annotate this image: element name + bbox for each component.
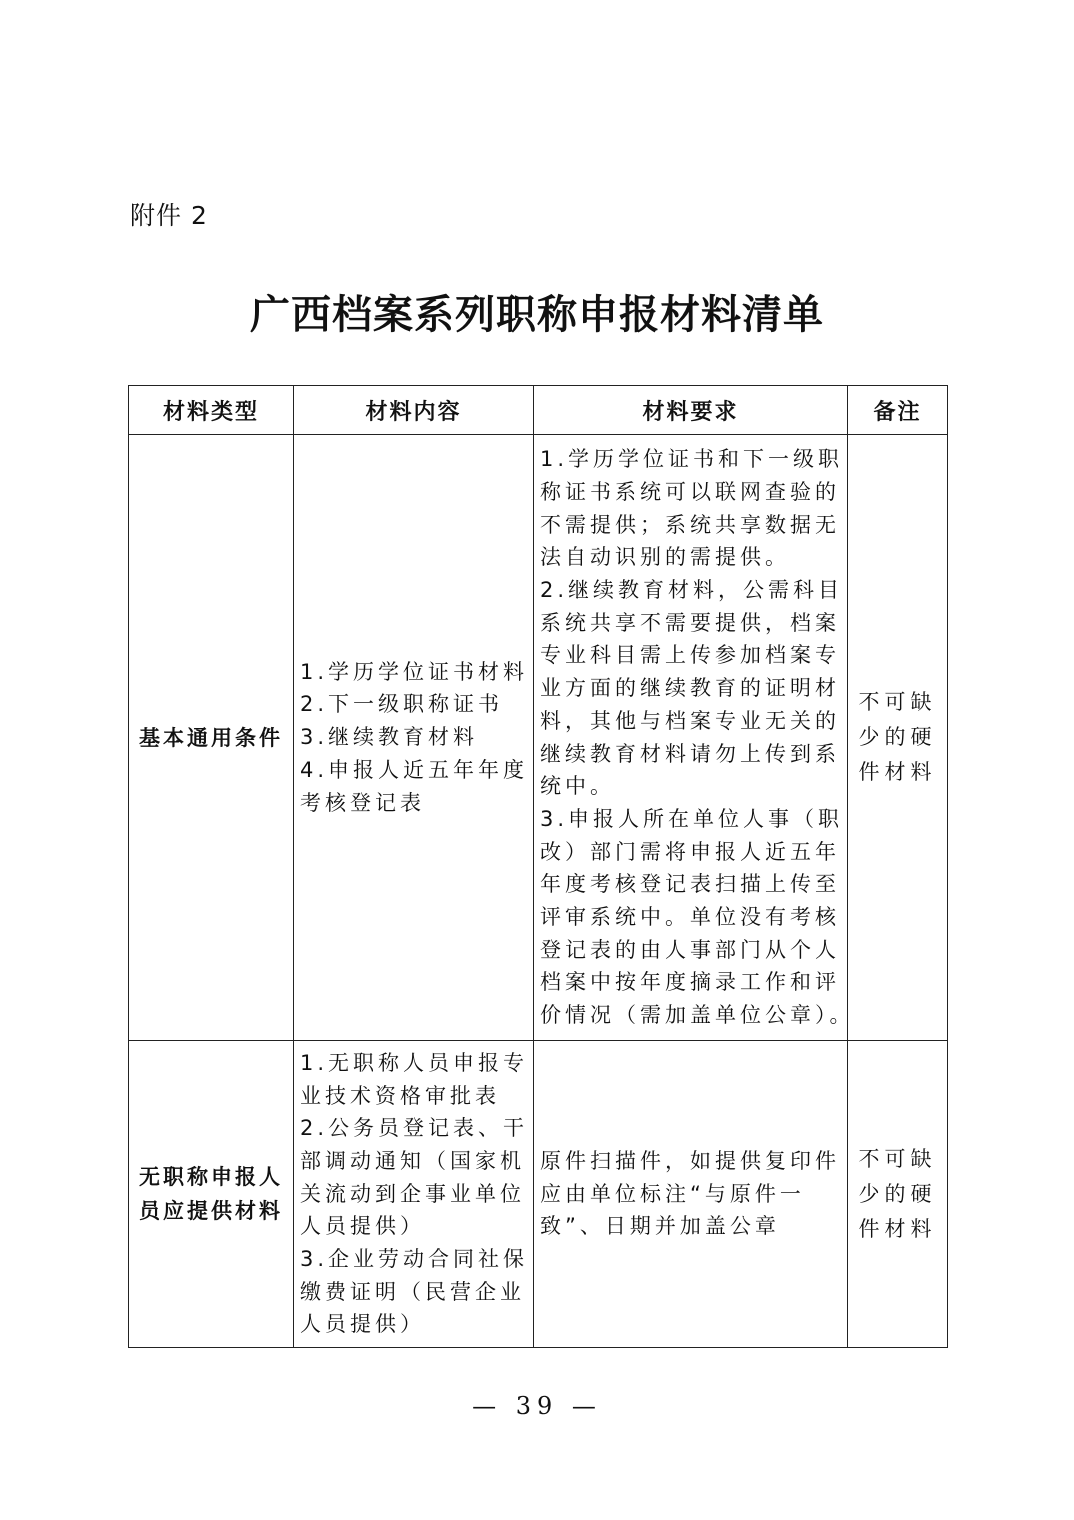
content-line: 人员提供） <box>300 1214 425 1239</box>
table-header-row <box>129 386 948 435</box>
type-line: 无职称申报人 <box>139 1165 283 1189</box>
attachment-label: 附件 2 <box>130 201 208 230</box>
requirement-line: 原件扫描件，如提供复印件 <box>540 1148 840 1173</box>
requirement-line: 专业科目需上传参加档案专 <box>540 643 840 668</box>
requirement-line: 应由单位标注“与原件一 <box>540 1181 805 1206</box>
content-line: 3.继续教育材料 <box>300 725 479 750</box>
requirement-line: 2.继续教育材料，公需科目 <box>540 577 844 602</box>
table-row <box>129 1041 948 1348</box>
row-content-cell <box>294 1041 534 1348</box>
row-requirement-cell <box>534 435 855 1041</box>
requirement-line: 评审系统中。单位没有考核 <box>540 905 840 930</box>
note-line: 少的硬 <box>858 725 937 749</box>
requirement-line: 登记表的由人事部门从个人 <box>540 937 840 962</box>
content-line: 3.企业劳动合同社保 <box>300 1247 529 1272</box>
requirement-line: 业方面的继续教育的证明材 <box>540 676 840 701</box>
requirement-line: 1.学历学位证书和下一级职 <box>540 447 844 472</box>
page-number: — 39 — <box>472 1392 602 1420</box>
row-content-cell <box>294 435 534 1041</box>
content-line: 1.无职称人员申报专 <box>300 1050 529 1075</box>
requirement-line: 统中。 <box>540 774 615 799</box>
row-requirement-cell <box>534 1041 848 1348</box>
content-line: 关流动到企事业单位 <box>300 1181 525 1206</box>
requirement-line: 称证书系统可以联网查验的 <box>540 479 840 504</box>
page-title: 广西档案系列职称申报材料清单 <box>250 291 824 338</box>
row-type-cell <box>129 1041 294 1348</box>
requirement-line: 改）部门需将申报人近五年 <box>540 839 840 864</box>
content-line: 4.申报人近五年年度 <box>300 757 529 782</box>
content-line: 2.下一级职称证书 <box>300 692 504 717</box>
note-line: 少的硬 <box>858 1181 937 1206</box>
requirement-line: 系统共享不需要提供，档案 <box>540 610 840 635</box>
content-line: 考核登记表 <box>300 790 425 815</box>
requirement-line: 继续教育材料请勿上传到系 <box>540 741 840 766</box>
row-type-cell <box>129 435 294 1041</box>
header-material-type: 材料类型 <box>129 386 294 435</box>
content-line: 部调动通知（国家机 <box>300 1148 525 1173</box>
requirement-line: 致”、日期并加盖公章 <box>540 1214 780 1239</box>
requirement-line: 不需提供；系统共享数据无 <box>540 512 840 537</box>
header-note: 备注 <box>848 386 948 435</box>
type-line: 基本通用条件 <box>139 725 283 750</box>
content-line: 1.学历学位证书材料 <box>300 659 529 684</box>
content-line: 业技术资格审批表 <box>300 1083 500 1108</box>
requirement-line: 价情况（需加盖单位公章）。 <box>540 1003 855 1028</box>
materials-table <box>128 385 948 1348</box>
header-material-requirement: 材料要求 <box>534 386 848 435</box>
content-line: 人员提供） <box>300 1312 425 1337</box>
row-note-cell <box>848 435 948 1041</box>
note-line: 不可缺 <box>858 1146 937 1171</box>
type-line: 员应提供材料 <box>139 1199 283 1223</box>
requirement-line: 法自动识别的需提供。 <box>540 545 790 570</box>
table-row <box>129 435 948 1041</box>
note-line: 件材料 <box>858 1216 937 1241</box>
content-line: 缴费证明（民营企业 <box>300 1279 525 1304</box>
requirement-line: 档案中按年度摘录工作和评 <box>540 970 840 995</box>
content-line: 2.公务员登记表、干 <box>300 1116 529 1141</box>
note-line: 件材料 <box>858 760 937 784</box>
note-line: 不可缺 <box>858 690 937 714</box>
header-material-content: 材料内容 <box>294 386 534 435</box>
row-note-cell <box>848 1041 948 1348</box>
requirement-line: 3.申报人所在单位人事（职 <box>540 806 844 831</box>
requirement-line: 料，其他与档案专业无关的 <box>540 708 840 733</box>
requirement-line: 年度考核登记表扫描上传至 <box>540 872 840 897</box>
